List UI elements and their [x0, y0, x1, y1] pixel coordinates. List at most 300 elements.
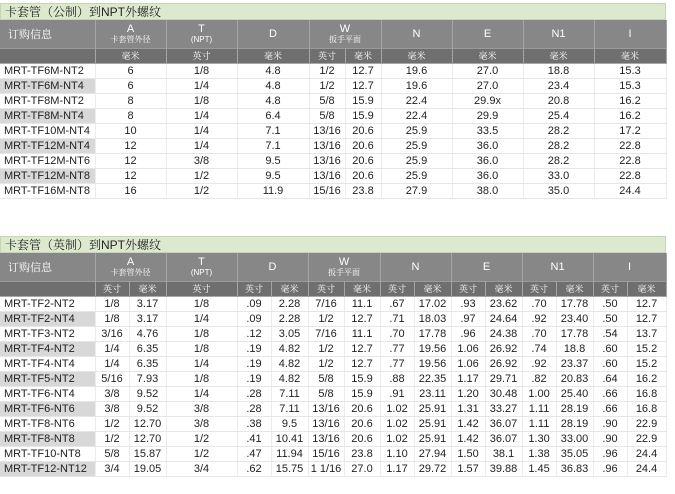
unit-label: 毫米: [129, 281, 166, 296]
table-cell: 3/4: [166, 461, 237, 476]
table-cell: 23.11: [414, 386, 451, 401]
table-cell: 7.1: [237, 138, 309, 153]
table-cell: 1.11: [522, 401, 556, 416]
table-cell: 16.2: [594, 93, 666, 108]
table-cell: 16.8: [627, 386, 666, 401]
table-cell: .50: [593, 311, 627, 326]
table-cell: 28.19: [556, 416, 593, 431]
table-cell: 23.4: [523, 78, 594, 93]
table-cell: .62: [237, 461, 271, 476]
table-cell: 1/2: [308, 356, 344, 371]
unit-label: 毫米: [381, 48, 452, 63]
table-row: [0, 416, 666, 431]
table-cell: 1.06: [451, 356, 485, 371]
table-cell: 7/16: [308, 296, 344, 311]
table-cell: 33.00: [556, 431, 593, 446]
table-cell: 25.91: [414, 401, 451, 416]
table-cell: 5/8: [309, 108, 345, 123]
table-cell: 5/8: [95, 446, 129, 461]
table-cell: 3/8: [95, 401, 129, 416]
table-cell: 36.0: [452, 138, 523, 153]
order-code: MRT-TF4-NT2: [0, 341, 95, 356]
table-cell: 1/8: [166, 341, 237, 356]
table-cell: 1/2: [308, 311, 344, 326]
table-cell: 19.56: [414, 356, 451, 371]
metric-table: [0, 20, 667, 199]
order-info-header: 订购信息: [0, 253, 95, 281]
table-cell: 1.11: [522, 416, 556, 431]
table-cell: .60: [593, 356, 627, 371]
table-cell: 16.2: [627, 371, 666, 386]
col-n1-header: N1: [522, 253, 593, 281]
table-cell: 2.28: [271, 296, 308, 311]
table-cell: .41: [237, 431, 271, 446]
table-cell: .66: [593, 401, 627, 416]
order-code: MRT-TF8-NT8: [0, 431, 95, 446]
table-cell: 15.9: [344, 386, 380, 401]
unit-label: 毫米: [345, 48, 381, 63]
table-cell: 17.02: [414, 296, 451, 311]
table-cell: 15/16: [308, 446, 344, 461]
table-cell: 22.8: [594, 153, 666, 168]
table-cell: 1.42: [451, 416, 485, 431]
table-cell: .66: [593, 386, 627, 401]
table-cell: 18.8: [556, 341, 593, 356]
table-cell: .50: [593, 296, 627, 311]
table-cell: 1.02: [380, 431, 414, 446]
table-cell: 20.6: [345, 153, 381, 168]
table-cell: 20.6: [344, 431, 380, 446]
table-cell: 25.4: [523, 108, 594, 123]
table-row: [0, 93, 666, 108]
table-cell: 28.2: [523, 153, 594, 168]
table-cell: .92: [522, 356, 556, 371]
table-cell: .96: [451, 326, 485, 341]
table-cell: 1/4: [166, 356, 237, 371]
table-cell: 25.9: [381, 168, 452, 183]
table-cell: .19: [237, 356, 271, 371]
col-d-header: D: [237, 20, 309, 48]
table-cell: 27.0: [344, 461, 380, 476]
table-cell: 1.38: [522, 446, 556, 461]
imperial-table-body: [0, 296, 666, 476]
table-cell: 25.9: [381, 153, 452, 168]
table-cell: 12: [95, 153, 166, 168]
table-cell: 1/2: [95, 416, 129, 431]
table-cell: 5/8: [308, 386, 344, 401]
table-cell: 36.0: [452, 153, 523, 168]
table-cell: 1/2: [166, 168, 237, 183]
table-cell: 1/8: [166, 326, 237, 341]
table-cell: 3/8: [166, 401, 237, 416]
table-cell: 19.05: [129, 461, 166, 476]
table-cell: 6: [95, 78, 166, 93]
table-cell: 10.41: [271, 431, 308, 446]
unit-label: 毫米: [485, 281, 522, 296]
table-cell: 16: [95, 183, 166, 198]
table-row: [0, 311, 666, 326]
table-cell: 27.0: [452, 63, 523, 78]
table-cell: 38.0: [452, 183, 523, 198]
order-code: MRT-TF6M-NT4: [0, 78, 95, 93]
table-cell: 22.9: [627, 431, 666, 446]
col-n-header: N: [380, 253, 451, 281]
table-cell: 13/16: [309, 168, 345, 183]
table-cell: 4.8: [237, 93, 309, 108]
table-cell: 6.35: [129, 341, 166, 356]
table-cell: 36.07: [485, 431, 522, 446]
unit-label: 英寸: [593, 281, 627, 296]
table-cell: .70: [380, 326, 414, 341]
table-cell: 1.17: [380, 461, 414, 476]
table-cell: 11.94: [271, 446, 308, 461]
table-cell: 4.76: [129, 326, 166, 341]
table-cell: .47: [237, 446, 271, 461]
table-cell: 7/16: [308, 326, 344, 341]
table-cell: 25.91: [414, 416, 451, 431]
table-cell: 1/4: [166, 311, 237, 326]
table-cell: 27.94: [414, 446, 451, 461]
table-cell: 2.28: [271, 311, 308, 326]
table-cell: .09: [237, 311, 271, 326]
table-cell: 11.1: [344, 296, 380, 311]
table-cell: .60: [593, 341, 627, 356]
table-cell: 15/16: [309, 183, 345, 198]
table-cell: 23.8: [345, 183, 381, 198]
table-cell: 1/2: [309, 63, 345, 78]
imperial-section-title: 卡套管（英制）到NPT外螺纹: [0, 236, 666, 253]
table-cell: 25.91: [414, 431, 451, 446]
table-cell: 15.3: [594, 63, 666, 78]
order-code: MRT-TF10M-NT4: [0, 123, 95, 138]
table-cell: 15.2: [627, 341, 666, 356]
table-cell: 11.1: [344, 326, 380, 341]
table-cell: 3.05: [271, 326, 308, 341]
table-cell: .28: [237, 401, 271, 416]
table-cell: 1.31: [451, 401, 485, 416]
table-cell: 38.1: [485, 446, 522, 461]
unit-label: 毫米: [414, 281, 451, 296]
order-code: MRT-TF4-NT4: [0, 356, 95, 371]
imperial-table: [0, 253, 667, 477]
col-d-header: D: [237, 253, 308, 281]
table-cell: 20.83: [556, 371, 593, 386]
table-cell: 15.9: [344, 371, 380, 386]
table-cell: 1/8: [166, 371, 237, 386]
table-cell: 1/4: [166, 138, 237, 153]
table-cell: .77: [380, 356, 414, 371]
table-cell: 30.48: [485, 386, 522, 401]
table-cell: 1/8: [166, 296, 237, 311]
table-cell: 7.11: [271, 401, 308, 416]
table-cell: 28.2: [523, 123, 594, 138]
table-cell: 22.8: [594, 138, 666, 153]
table-cell: 33.0: [523, 168, 594, 183]
order-code: MRT-TF12M-NT6: [0, 153, 95, 168]
table-cell: 1/2: [166, 446, 237, 461]
table-cell: .88: [380, 371, 414, 386]
table-cell: .97: [451, 311, 485, 326]
table-cell: .90: [593, 416, 627, 431]
order-code: MRT-TF2-NT2: [0, 296, 95, 311]
table-cell: 3/8: [166, 416, 237, 431]
table-cell: 1/8: [95, 296, 129, 311]
table-cell: 19.6: [381, 63, 452, 78]
imperial-units-row: [0, 281, 666, 296]
col-i-header: I: [594, 20, 666, 48]
table-cell: 29.72: [414, 461, 451, 476]
table-cell: .92: [522, 311, 556, 326]
table-cell: 1/8: [166, 93, 237, 108]
table-row: [0, 153, 666, 168]
table-cell: 15.75: [271, 461, 308, 476]
table-cell: 28.19: [556, 401, 593, 416]
table-cell: 22.4: [381, 108, 452, 123]
col-i-header: I: [593, 253, 666, 281]
table-cell: 1 1/16: [308, 461, 344, 476]
table-cell: 8: [95, 93, 166, 108]
unit-label: 毫米: [627, 281, 666, 296]
table-cell: 13/16: [308, 431, 344, 446]
table-cell: 6.4: [237, 108, 309, 123]
table-cell: 25.9: [381, 123, 452, 138]
table-cell: .09: [237, 296, 271, 311]
table-cell: 20.6: [345, 168, 381, 183]
table-cell: 1/4: [166, 123, 237, 138]
table-cell: 29.9: [452, 108, 523, 123]
table-cell: 19.6: [381, 78, 452, 93]
table-cell: 9.52: [129, 401, 166, 416]
table-cell: 23.37: [556, 356, 593, 371]
table-cell: 3/4: [95, 461, 129, 476]
unit-label: 毫米: [452, 48, 523, 63]
table-cell: 7.1: [237, 123, 309, 138]
table-cell: 1/4: [166, 108, 237, 123]
col-w-header: W 扳手平面: [308, 253, 380, 281]
table-cell: 35.0: [523, 183, 594, 198]
order-code: MRT-TF6-NT4: [0, 386, 95, 401]
table-cell: 25.9: [381, 138, 452, 153]
col-e-header: E: [452, 20, 523, 48]
table-cell: .90: [593, 431, 627, 446]
table-cell: .54: [593, 326, 627, 341]
table-row: [0, 108, 666, 123]
table-cell: 12: [95, 138, 166, 153]
table-row: [0, 123, 666, 138]
table-cell: 23.8: [344, 446, 380, 461]
table-cell: .82: [522, 371, 556, 386]
table-cell: 4.82: [271, 341, 308, 356]
table-cell: 12.7: [344, 356, 380, 371]
metric-units-row: [0, 48, 666, 63]
table-cell: 12.70: [129, 416, 166, 431]
unit-label: 英寸: [166, 48, 237, 63]
table-cell: 9.5: [271, 416, 308, 431]
table-cell: 28.2: [523, 138, 594, 153]
table-cell: 27.0: [452, 78, 523, 93]
table-cell: 24.4: [627, 461, 666, 476]
table-cell: 4.82: [271, 356, 308, 371]
order-info-header: 订购信息: [0, 20, 95, 48]
table-cell: 1.06: [451, 341, 485, 356]
table-cell: .28: [237, 386, 271, 401]
table-cell: 1/4: [166, 386, 237, 401]
unit-label: 英寸: [380, 281, 414, 296]
table-cell: 10: [95, 123, 166, 138]
table-row: [0, 326, 666, 341]
table-cell: 3.17: [129, 311, 166, 326]
table-cell: 24.38: [485, 326, 522, 341]
table-cell: 22.9: [627, 416, 666, 431]
table-cell: 7.93: [129, 371, 166, 386]
table-cell: 3.17: [129, 296, 166, 311]
table-cell: 13/16: [309, 138, 345, 153]
table-cell: 1.20: [451, 386, 485, 401]
table-cell: 22.35: [414, 371, 451, 386]
table-cell: .38: [237, 416, 271, 431]
order-code: MRT-TF5-NT2: [0, 371, 95, 386]
table-cell: 1.50: [451, 446, 485, 461]
table-cell: 4.8: [237, 78, 309, 93]
table-row: [0, 78, 666, 93]
table-cell: 13/16: [309, 123, 345, 138]
table-cell: 15.9: [345, 93, 381, 108]
table-cell: 16.8: [627, 401, 666, 416]
col-w-header: W 扳手平面: [309, 20, 381, 48]
table-cell: 36.07: [485, 416, 522, 431]
order-code: MRT-TF12M-NT4: [0, 138, 95, 153]
table-row: [0, 183, 666, 198]
table-cell: 4.8: [237, 63, 309, 78]
unit-label: 英寸: [237, 281, 271, 296]
table-row: [0, 461, 666, 476]
table-cell: 18.8: [523, 63, 594, 78]
table-cell: 22.8: [594, 168, 666, 183]
table-cell: 1/8: [95, 311, 129, 326]
table-cell: 1.45: [522, 461, 556, 476]
order-code: MRT-TF12M-NT8: [0, 168, 95, 183]
table-cell: 13/16: [308, 416, 344, 431]
table-cell: 1.00: [522, 386, 556, 401]
table-cell: 26.92: [485, 356, 522, 371]
table-cell: 12.7: [345, 63, 381, 78]
unit-label: 毫米: [237, 48, 309, 63]
table-cell: 36.83: [556, 461, 593, 476]
table-cell: 1/4: [95, 356, 129, 371]
table-cell: 13/16: [308, 401, 344, 416]
table-cell: 16.2: [594, 108, 666, 123]
table-cell: 9.5: [237, 153, 309, 168]
unit-label: 毫米: [523, 48, 594, 63]
order-code: MRT-TF3-NT2: [0, 326, 95, 341]
table-cell: 1/4: [166, 78, 237, 93]
table-cell: 12.7: [627, 296, 666, 311]
unit-label: 毫米: [556, 281, 593, 296]
table-cell: 17.78: [556, 296, 593, 311]
table-cell: 20.6: [344, 416, 380, 431]
table-cell: 1/8: [166, 63, 237, 78]
table-cell: .96: [593, 461, 627, 476]
table-cell: 29.71: [485, 371, 522, 386]
order-code: MRT-TF8-NT6: [0, 416, 95, 431]
table-cell: .67: [380, 296, 414, 311]
metric-section-title: 卡套管（公制）到NPT外螺纹: [0, 3, 666, 20]
table-cell: 4.82: [271, 371, 308, 386]
table-cell: 23.40: [556, 311, 593, 326]
table-cell: .71: [380, 311, 414, 326]
table-cell: 19.56: [414, 341, 451, 356]
unit-label: 英寸: [451, 281, 485, 296]
unit-label: 英寸: [522, 281, 556, 296]
table-cell: 15.3: [594, 78, 666, 93]
unit-label: 英寸: [166, 281, 237, 296]
order-code: MRT-TF6-NT6: [0, 401, 95, 416]
table-cell: 1/2: [166, 183, 237, 198]
table-cell: 1/4: [95, 341, 129, 356]
table-cell: 13/16: [309, 153, 345, 168]
table-cell: .77: [380, 341, 414, 356]
table-cell: 1.10: [380, 446, 414, 461]
col-t-header: T (NPT): [166, 20, 237, 48]
table-row: [0, 138, 666, 153]
col-a-header: A 卡套管外径: [95, 253, 166, 281]
table-cell: .70: [522, 326, 556, 341]
table-cell: 1.02: [380, 416, 414, 431]
col-t-header: T (NPT): [166, 253, 237, 281]
imperial-section: [0, 236, 666, 477]
table-cell: 1.42: [451, 431, 485, 446]
table-cell: 1.17: [451, 371, 485, 386]
table-cell: 12: [95, 168, 166, 183]
table-cell: 22.4: [381, 93, 452, 108]
table-cell: 9.52: [129, 386, 166, 401]
unit-label: 英寸: [95, 281, 129, 296]
table-cell: 20.6: [344, 401, 380, 416]
table-cell: 35.05: [556, 446, 593, 461]
order-code: MRT-TF8M-NT2: [0, 93, 95, 108]
table-cell: 1.57: [451, 461, 485, 476]
col-n-header: N: [381, 20, 452, 48]
table-row: [0, 356, 666, 371]
table-cell: .91: [380, 386, 414, 401]
table-cell: 17.2: [594, 123, 666, 138]
unit-label: 毫米: [95, 48, 166, 63]
table-cell: 39.88: [485, 461, 522, 476]
table-row: [0, 296, 666, 311]
table-cell: .19: [237, 371, 271, 386]
table-cell: 1.02: [380, 401, 414, 416]
order-code: MRT-TF10-NT8: [0, 446, 95, 461]
table-cell: 18.03: [414, 311, 451, 326]
order-code: MRT-TF6M-NT2: [0, 63, 95, 78]
table-cell: 20.6: [345, 138, 381, 153]
unit-label: 毫米: [271, 281, 308, 296]
table-cell: 23.62: [485, 296, 522, 311]
table-cell: 6: [95, 63, 166, 78]
table-cell: 20.6: [345, 123, 381, 138]
table-cell: 12.7: [345, 78, 381, 93]
table-cell: 12.70: [129, 431, 166, 446]
table-cell: 33.5: [452, 123, 523, 138]
table-cell: 15.87: [129, 446, 166, 461]
table-cell: 26.92: [485, 341, 522, 356]
table-cell: 15.9: [345, 108, 381, 123]
table-row: [0, 371, 666, 386]
table-cell: 12.7: [627, 311, 666, 326]
table-cell: 8: [95, 108, 166, 123]
table-cell: 12.7: [344, 311, 380, 326]
table-cell: 5/16: [95, 371, 129, 386]
